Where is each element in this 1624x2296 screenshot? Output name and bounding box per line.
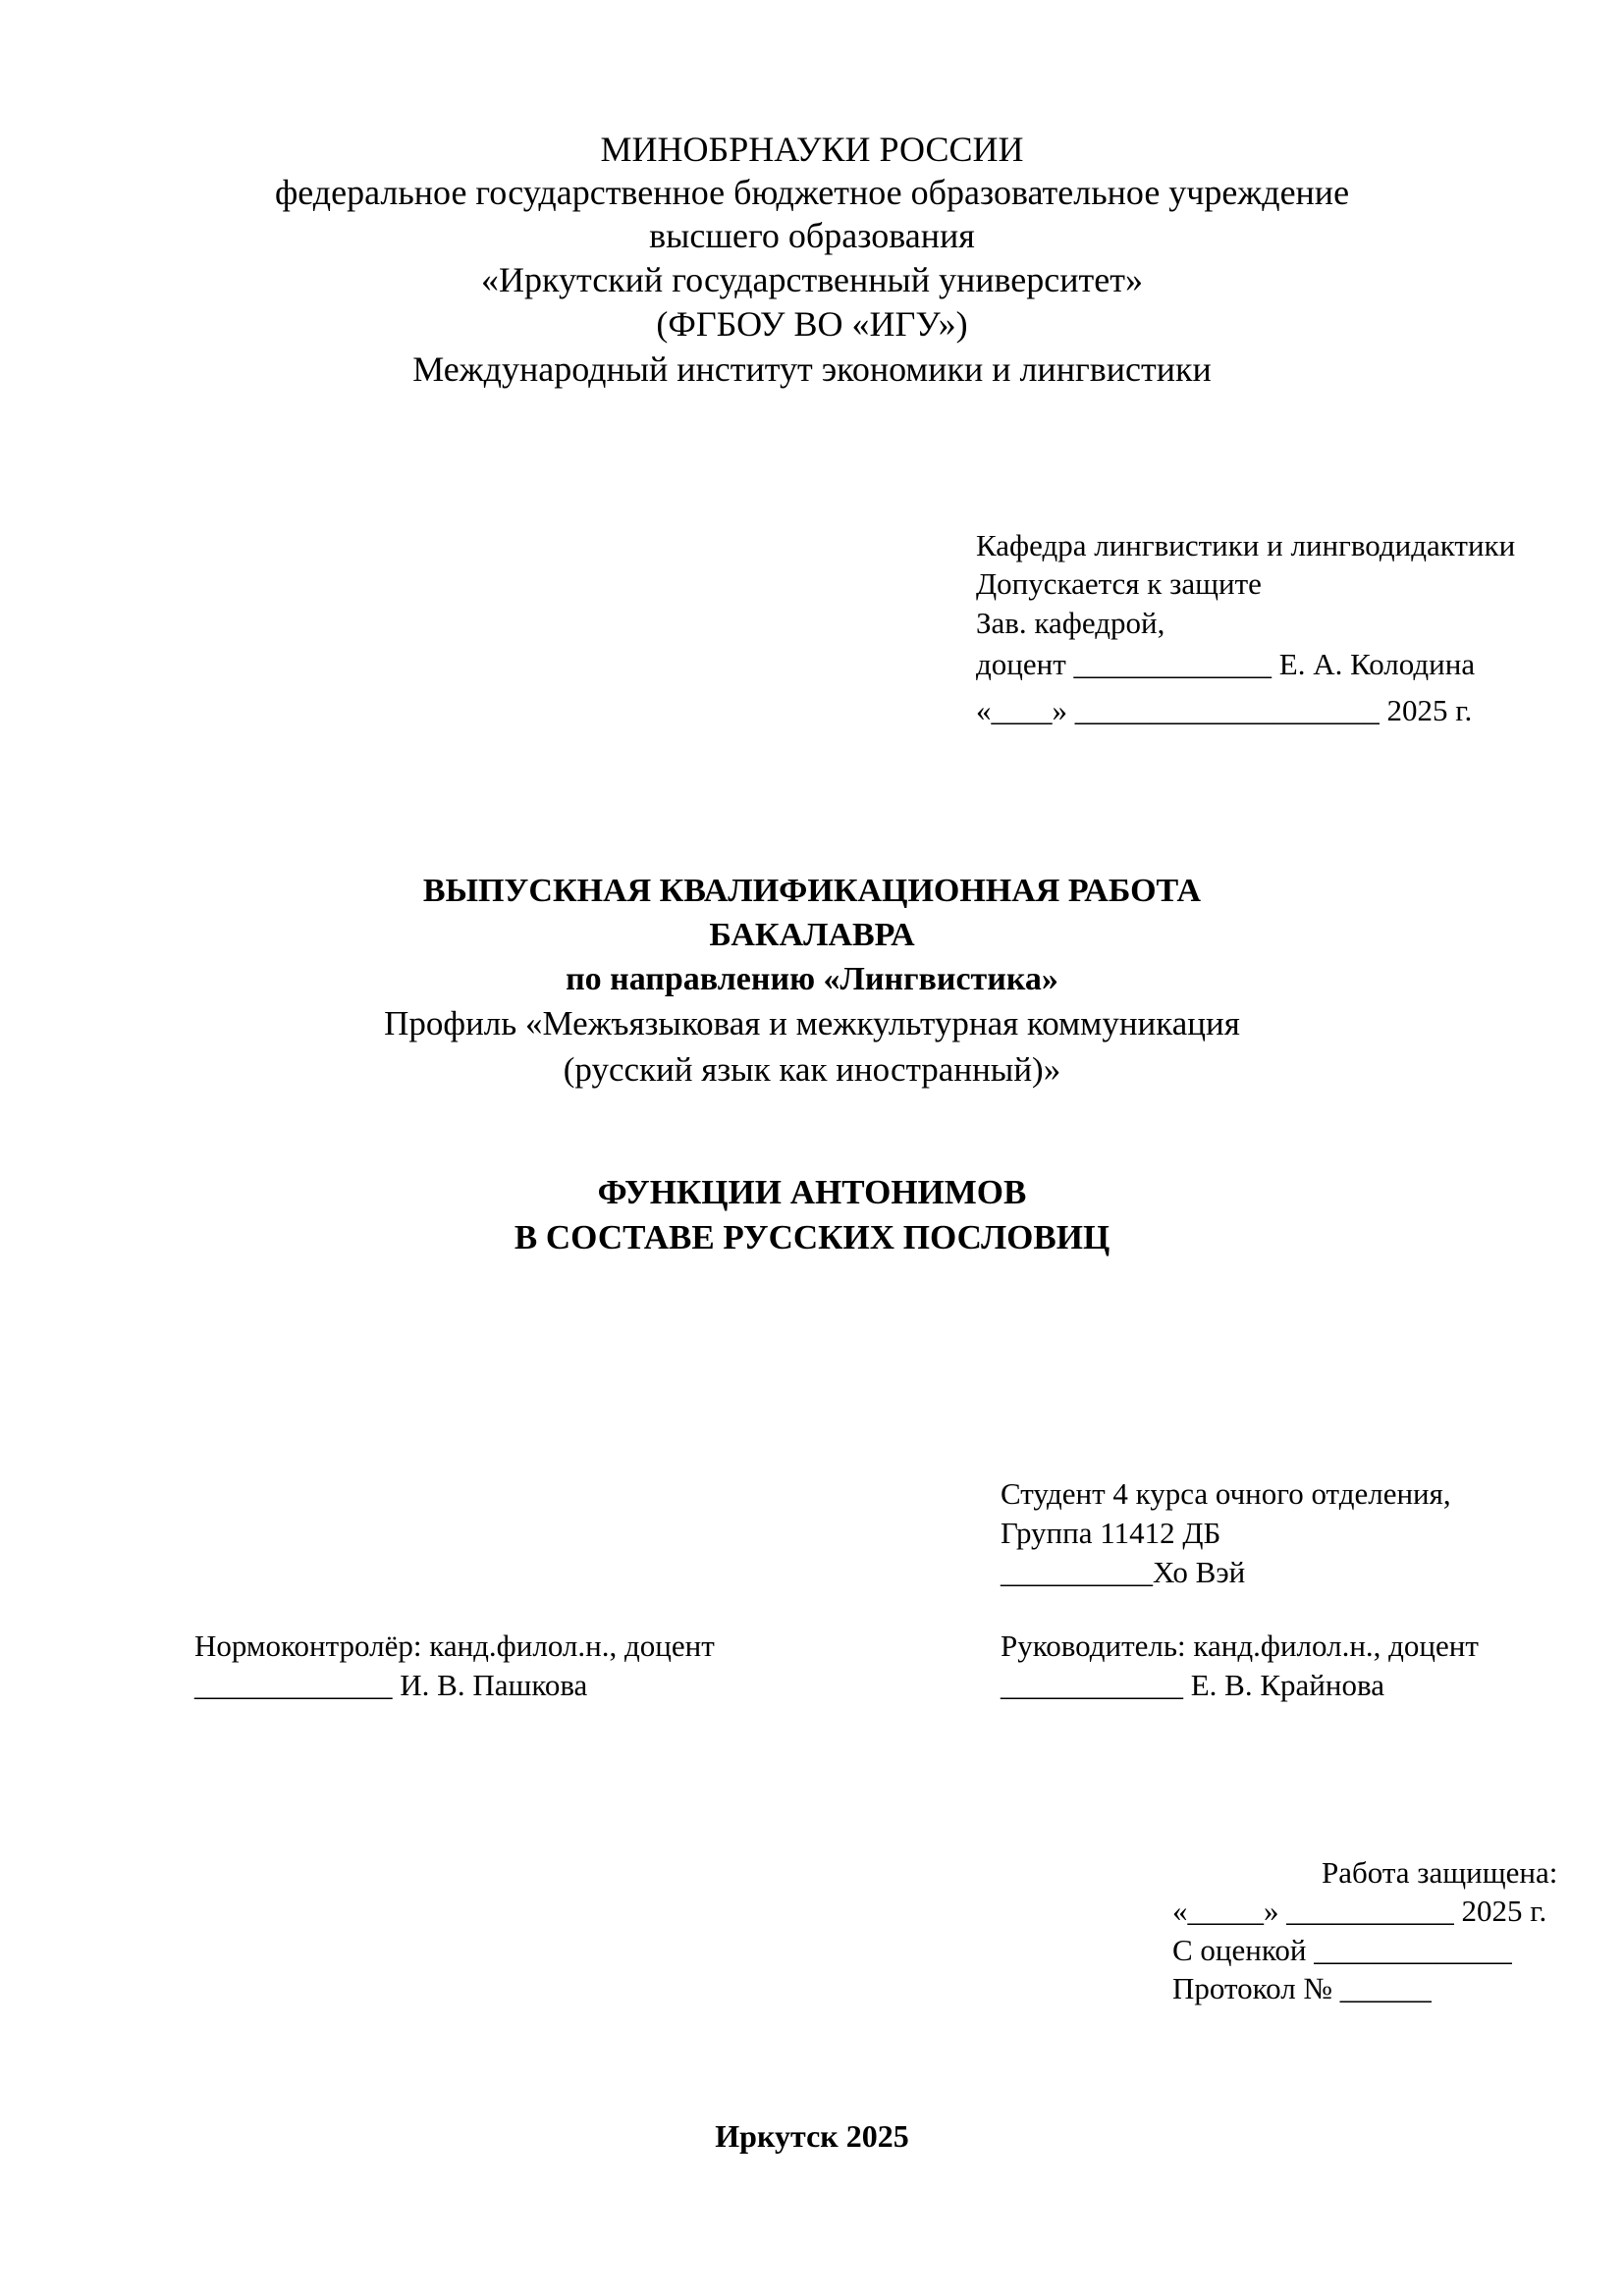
defense-date-line: «_____» ___________ 2025 г. [1172,1894,1547,1928]
supervisor-title: Руководитель: канд.филол.н., доцент [1001,1629,1479,1663]
admitted-to-defense: Допускается к защите [976,566,1262,601]
university-name: «Иркутский государственный университет» [481,260,1143,299]
institute-name: Международный институт экономики и лингвистики [412,349,1212,389]
defense-protocol-line: Протокол № ______ [1172,1971,1432,2005]
department-name: Кафедра лингвистики и лингводидактики [976,528,1516,562]
institution-type: федеральное государственное бюджетное образовательное учреждение [274,173,1350,212]
normcontroller-signature-line: _____________ И. В. Пашкова [194,1668,588,1702]
supervisor-signature-line: ____________ Е. В. Крайнова [1001,1668,1384,1702]
city-year: Иркутск 2025 [715,2118,909,2154]
topic-line1: ФУНКЦИИ АНТОНИМОВ [597,1173,1027,1211]
topic-line2: В СОСТАВЕ РУССКИХ ПОСЛОВИЦ [514,1218,1110,1256]
head-signature-line: доцент _____________ Е. А. Колодина [976,647,1476,681]
student-course: Студент 4 курса очного отделения, [1001,1476,1451,1511]
approval-date-line: «____» ____________________ 2025 г. [976,693,1473,727]
ministry-name: МИНОБРНАУКИ РОССИИ [600,130,1024,169]
work-type-line2: БАКАЛАВРА [709,917,915,953]
work-type-line1: ВЫПУСКНАЯ КВАЛИФИКАЦИОННАЯ РАБОТА [422,873,1202,909]
defense-grade-line: С оценкой _____________ [1172,1933,1512,1967]
student-group: Группа 11412 ДБ [1001,1516,1221,1550]
student-signature-line: __________Хо Вэй [1001,1555,1246,1589]
normcontroller-title: Нормоконтролёр: канд.филол.н., доцент [194,1629,715,1663]
defense-status: Работа защищена: [1322,1855,1558,1890]
university-abbreviation: (ФГБОУ ВО «ИГУ») [656,304,968,344]
head-of-department: Зав. кафедрой, [976,606,1165,640]
work-profile-line1: Профиль «Межъязыковая и межкультурная коммуникация [384,1004,1240,1042]
education-level: высшего образования [649,216,975,255]
work-profile-line2: (русский язык как иностранный)» [563,1050,1061,1089]
work-direction: по направлению «Лингвистика» [566,961,1058,997]
